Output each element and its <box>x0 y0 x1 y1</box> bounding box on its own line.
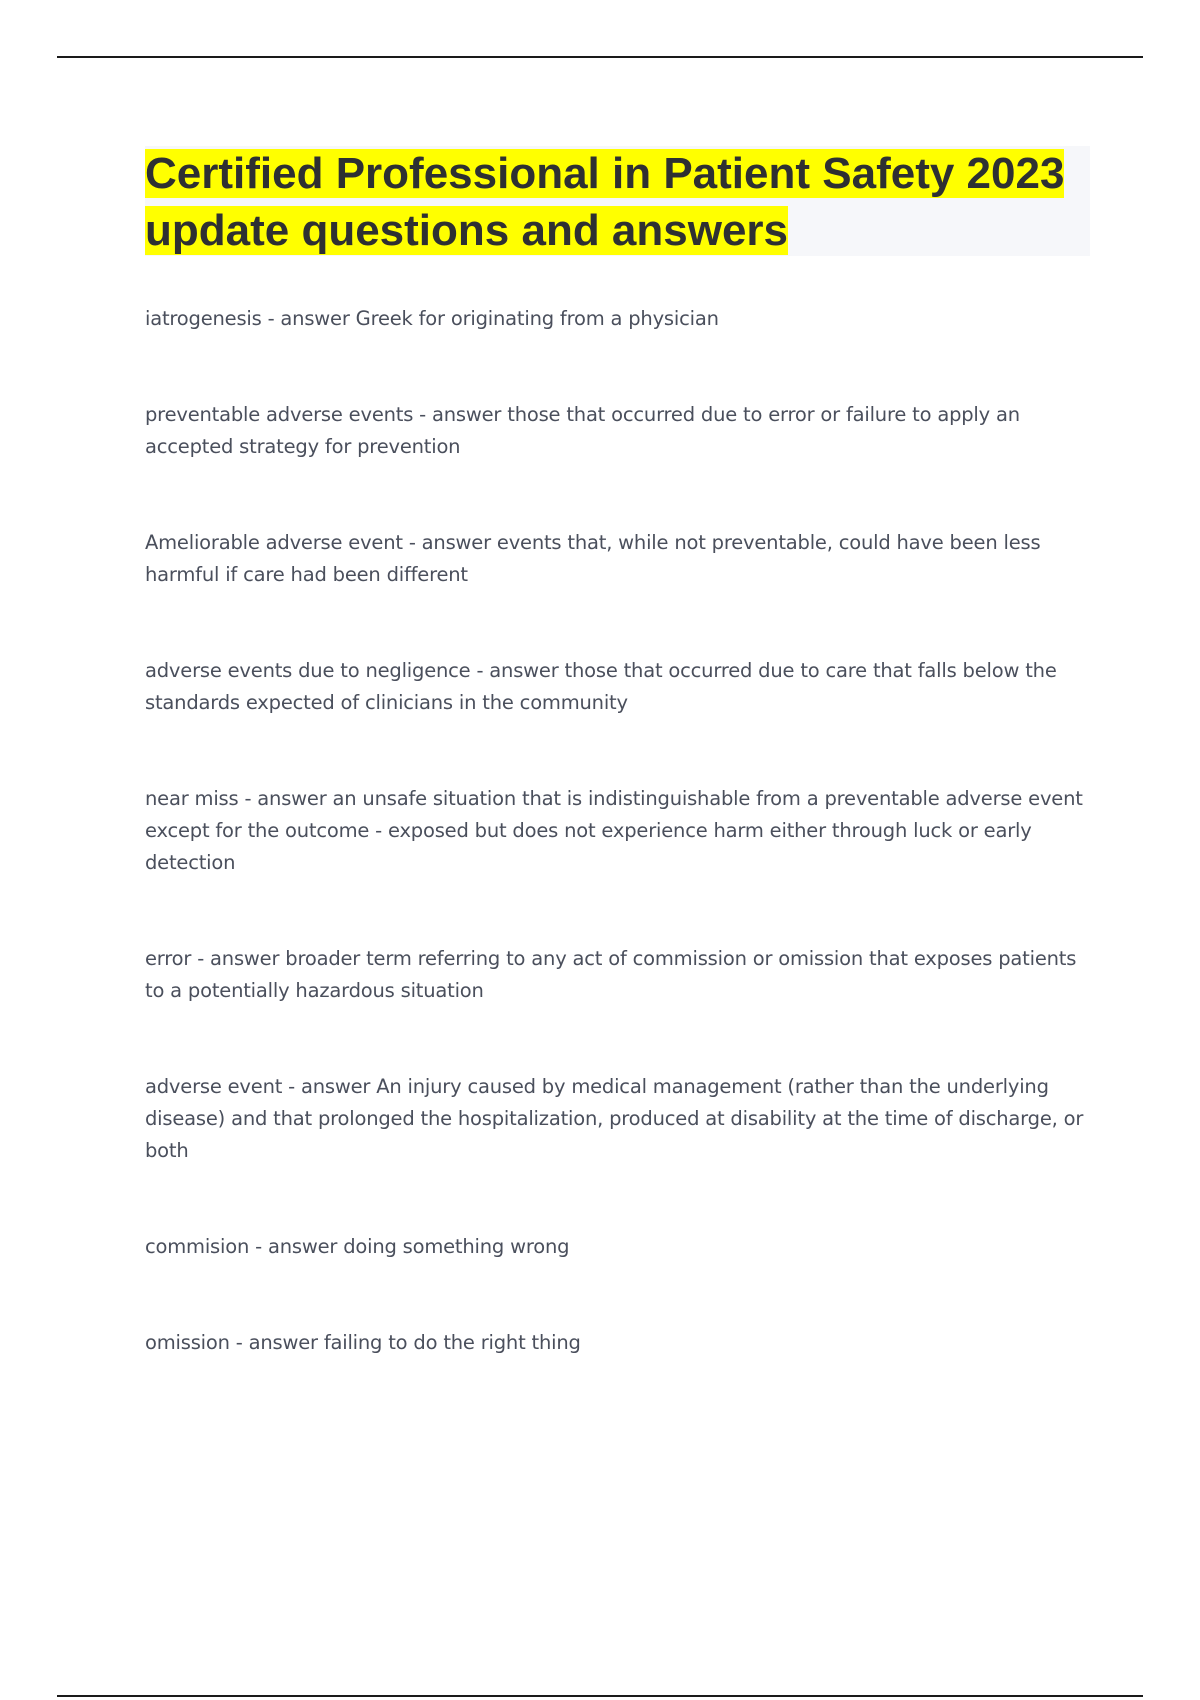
qa-entry-preventable-adverse-events: preventable adverse events - answer those that occurred due to error or failure to apply an accepted strategy for prevention <box>145 403 1020 458</box>
qa-entry-near-miss: near miss - answer an unsafe situation that is indistinguishable from a preventable adverse event except for the outcome - exposed but does not experience harm either through luck or early detection <box>145 787 1083 874</box>
qa-list <box>145 303 1085 1423</box>
top-rule <box>57 56 1143 58</box>
qa-entry-negligence: adverse events due to negligence - answer those that occurred due to care that falls below the standards expected of clinicians in the community <box>145 659 1057 714</box>
document-title <box>145 145 1105 259</box>
bottom-rule <box>57 1695 1143 1697</box>
qa-entry-ameliorable-adverse-event: Ameliorable adverse event - answer events that, while not preventable, could have been less harmful if care had been different <box>145 531 1041 586</box>
qa-entry-error: error - answer broader term referring to any act of commission or omission that exposes patients to a potentially hazardous situation <box>145 947 1077 1002</box>
title-highlight: Certified Professional in Patient Safety 2023 update questions and answers <box>145 149 1065 255</box>
qa-entry-commision: commision - answer doing something wrong <box>145 1235 570 1258</box>
qa-entry-adverse-event: adverse event - answer An injury caused by medical management (rather than the underlying disease) and that prolonged the hospitalization, produced at disability at the time of discharge, or both <box>145 1075 1084 1162</box>
qa-entry-iatrogenesis: iatrogenesis - answer Greek for originating from a physician <box>145 307 719 330</box>
qa-entry-omission: omission - answer failing to do the right thing <box>145 1331 581 1354</box>
